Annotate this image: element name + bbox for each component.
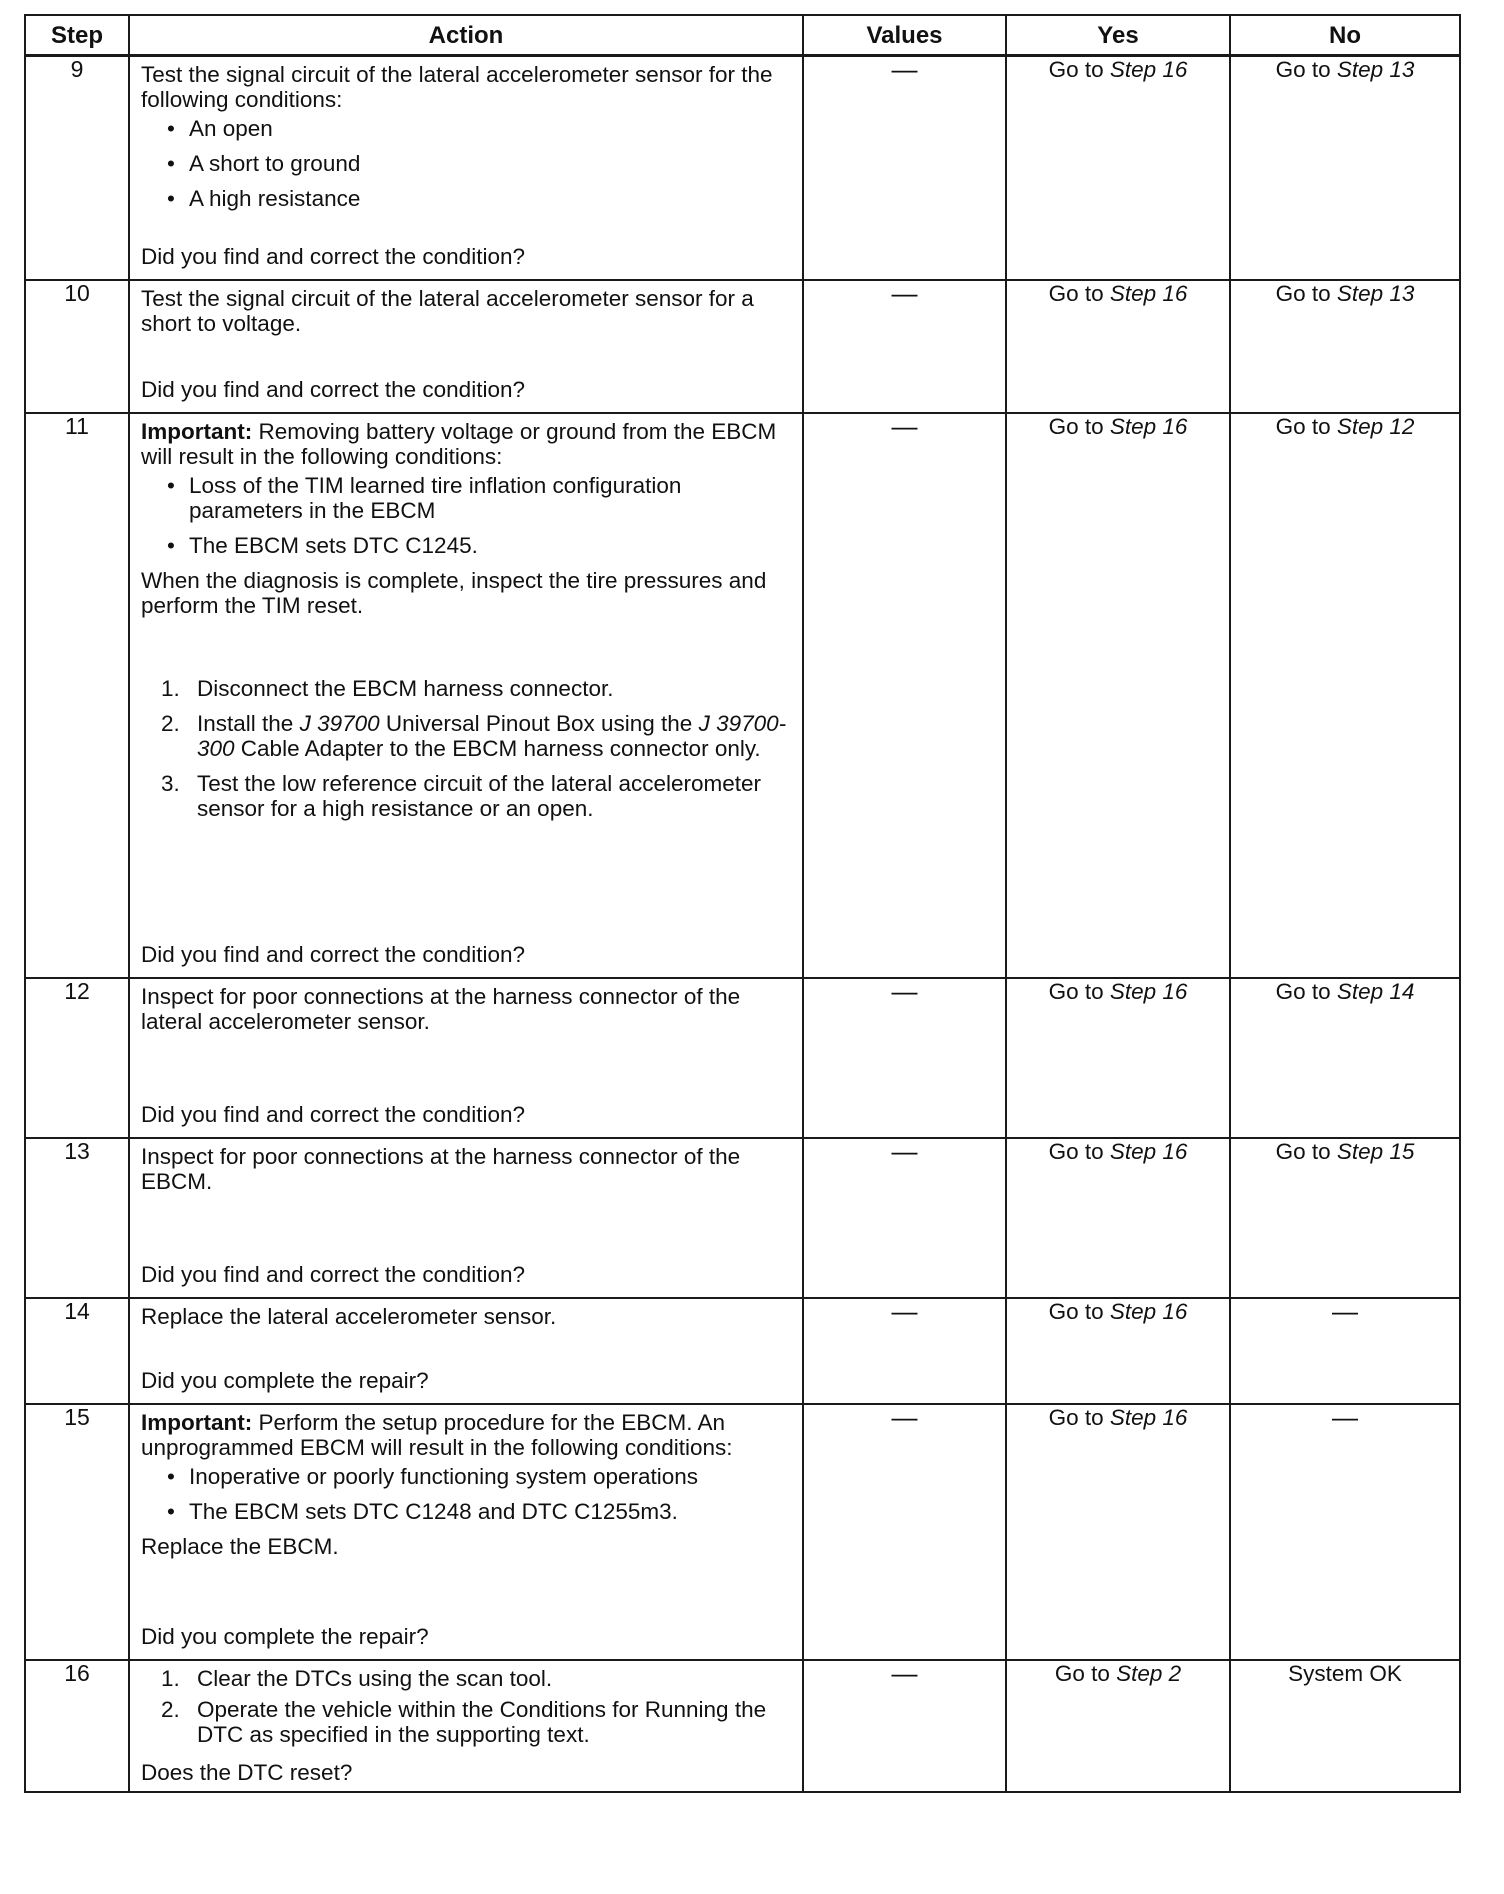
goto-step-link: Step 16: [1109, 1298, 1188, 1324]
header-row: [25, 15, 1460, 56]
action-cell: [129, 1404, 803, 1660]
yes-cell: [1006, 1404, 1230, 1660]
goto-step-link: Step 13: [1336, 280, 1415, 306]
important-label: Important:: [141, 1409, 253, 1435]
goto-prefix: Go to: [1275, 1138, 1331, 1164]
header-action: Action: [129, 15, 803, 56]
action-cell: [129, 978, 803, 1138]
table-row: [25, 413, 1460, 978]
goto-prefix: Go to: [1054, 1660, 1110, 1686]
value-cell: —: [803, 1660, 1006, 1792]
table-row: [25, 978, 1460, 1138]
procedure-text: Install the: [197, 710, 300, 736]
step-number: 16: [25, 1660, 129, 1792]
condition-list: [141, 1464, 792, 1524]
no-cell: System OK: [1230, 1660, 1460, 1792]
list-item: [141, 771, 792, 821]
goto-step-link: Step 16: [1109, 1138, 1188, 1164]
yes-cell: [1006, 413, 1230, 978]
goto-prefix: Go to: [1048, 413, 1104, 439]
action-cell: [129, 1138, 803, 1298]
goto-step-link: Step 2: [1116, 1660, 1182, 1686]
procedure-text: Disconnect the EBCM harness connector.: [197, 675, 614, 701]
value-cell: —: [803, 1138, 1006, 1298]
goto-prefix: Go to: [1048, 280, 1104, 306]
table-row: [25, 56, 1460, 280]
list-item: • A short to ground: [141, 151, 792, 176]
list-item: • A high resistance: [141, 186, 792, 211]
procedure-text: Universal Pinout Box using the: [379, 710, 699, 736]
action-text: Replace the lateral accelerometer sensor.: [141, 1303, 557, 1329]
list-item: • An open: [141, 116, 792, 141]
important-note: [141, 419, 792, 469]
value-cell: —: [803, 1404, 1006, 1660]
step-index: 3.: [161, 770, 180, 796]
no-cell: [1230, 56, 1460, 280]
goto-prefix: Go to: [1275, 57, 1331, 82]
no-cell: [1230, 1138, 1460, 1298]
table-row: [25, 1660, 1460, 1792]
no-cell: [1230, 413, 1460, 978]
step-number: 9: [25, 56, 129, 280]
action-text: Test the signal circuit of the lateral accelerometer sensor for the following conditions:: [141, 62, 773, 112]
value-cell: —: [803, 280, 1006, 413]
tool-number: J 39700: [299, 710, 380, 736]
header-step: Step: [25, 15, 129, 56]
yes-cell: [1006, 56, 1230, 280]
goto-prefix: Go to: [1275, 280, 1331, 306]
action-question: Did you find and correct the condition?: [141, 244, 525, 269]
goto-prefix: Go to: [1048, 978, 1104, 1004]
table-row: [25, 1404, 1460, 1660]
step-number: 15: [25, 1404, 129, 1660]
condition-list: [141, 116, 792, 211]
no-cell: [1230, 978, 1460, 1138]
goto-step-link: Step 16: [1109, 413, 1188, 439]
action-question: Does the DTC reset?: [141, 1759, 353, 1785]
step-index: 2.: [161, 1696, 180, 1722]
value-cell: —: [803, 413, 1006, 978]
procedure-text: Cable Adapter to the EBCM harness connector only.: [234, 735, 761, 761]
step-index: 2.: [161, 710, 180, 736]
header-values: Values: [803, 15, 1006, 56]
condition-list: [141, 473, 792, 558]
action-text: Test the signal circuit of the lateral accelerometer sensor for a short to voltage.: [141, 285, 754, 336]
yes-cell: [1006, 1660, 1230, 1792]
important-label: Important:: [141, 418, 253, 444]
header-no: No: [1230, 15, 1460, 56]
table-row: [25, 280, 1460, 413]
step-index: 1.: [161, 675, 180, 701]
goto-step-link: Step 15: [1336, 1138, 1415, 1164]
yes-cell: [1006, 280, 1230, 413]
action-question: Did you find and correct the condition?: [141, 1261, 525, 1287]
step-number: 11: [25, 413, 129, 978]
procedure-list: [141, 1666, 792, 1747]
goto-prefix: Go to: [1048, 1298, 1104, 1324]
action-question: Did you find and correct the condition?: [141, 941, 525, 967]
action-note: Replace the EBCM.: [141, 1533, 339, 1559]
important-text: Perform the setup procedure for the EBCM. An unprogrammed EBCM will result in the following conditions:: [141, 1409, 733, 1460]
diagnostic-table: [24, 14, 1461, 1793]
header-yes: Yes: [1006, 15, 1230, 56]
action-question: Did you find and correct the condition?: [141, 1101, 525, 1127]
step-index: 1.: [161, 1665, 180, 1691]
goto-step-link: Step 14: [1336, 978, 1415, 1004]
list-item: [141, 676, 792, 701]
list-item: • The EBCM sets DTC C1245.: [141, 533, 792, 558]
action-text: Inspect for poor connections at the harness connector of the lateral accelerometer sensor.: [141, 983, 741, 1034]
action-cell: [129, 413, 803, 978]
action-question: Did you complete the repair?: [141, 1623, 429, 1649]
goto-prefix: Go to: [1048, 1138, 1104, 1164]
goto-prefix: Go to: [1048, 1404, 1104, 1430]
goto-prefix: Go to: [1048, 57, 1104, 82]
procedure-text: Operate the vehicle within the Conditions for Running the DTC as specified in the supporting text.: [197, 1696, 767, 1747]
list-item: • Loss of the TIM learned tire inflation configuration parameters in the EBCM: [141, 473, 792, 523]
list-item: • Inoperative or poorly functioning system operations: [141, 1464, 792, 1489]
goto-prefix: Go to: [1275, 978, 1331, 1004]
goto-prefix: Go to: [1275, 413, 1331, 439]
action-question: Did you find and correct the condition?: [141, 376, 525, 402]
procedure-text: Clear the DTCs using the scan tool.: [197, 1665, 553, 1691]
goto-step-link: Step 16: [1109, 978, 1188, 1004]
action-cell: [129, 1660, 803, 1792]
action-question: Did you complete the repair?: [141, 1367, 429, 1393]
yes-cell: [1006, 978, 1230, 1138]
procedure-text: Test the low reference circuit of the lateral accelerometer sensor for a high resistance or an open.: [197, 770, 762, 821]
tool-number: J 39700-300: [197, 710, 787, 761]
value-cell: —: [803, 1298, 1006, 1404]
goto-step-link: Step 16: [1109, 280, 1188, 306]
action-cell: [129, 1298, 803, 1404]
table-row: [25, 1298, 1460, 1404]
no-cell: —: [1230, 1404, 1460, 1660]
step-number: 13: [25, 1138, 129, 1298]
step-number: 14: [25, 1298, 129, 1404]
list-item: [141, 1666, 792, 1691]
value-cell: —: [803, 56, 1006, 280]
step-number: 10: [25, 280, 129, 413]
table-row: [25, 1138, 1460, 1298]
procedure-list: [141, 676, 792, 821]
action-note: When the diagnosis is complete, inspect the tire pressures and perform the TIM reset.: [141, 567, 767, 618]
list-item: • The EBCM sets DTC C1248 and DTC C1255m3.: [141, 1499, 792, 1524]
no-cell: —: [1230, 1298, 1460, 1404]
no-cell: [1230, 280, 1460, 413]
important-text: Removing battery voltage or ground from the EBCM will result in the following conditions:: [141, 418, 777, 469]
list-item: [141, 1697, 792, 1747]
goto-step-link: Step 16: [1109, 57, 1188, 82]
value-cell: —: [803, 978, 1006, 1138]
yes-cell: [1006, 1298, 1230, 1404]
action-cell: [129, 56, 803, 280]
goto-step-link: Step 13: [1336, 57, 1415, 82]
list-item: [141, 711, 792, 761]
step-number: 12: [25, 978, 129, 1138]
action-cell: [129, 280, 803, 413]
goto-step-link: Step 12: [1336, 413, 1415, 439]
action-text: Inspect for poor connections at the harness connector of the EBCM.: [141, 1143, 741, 1194]
important-note: [141, 1410, 792, 1460]
yes-cell: [1006, 1138, 1230, 1298]
goto-step-link: Step 16: [1109, 1404, 1188, 1430]
